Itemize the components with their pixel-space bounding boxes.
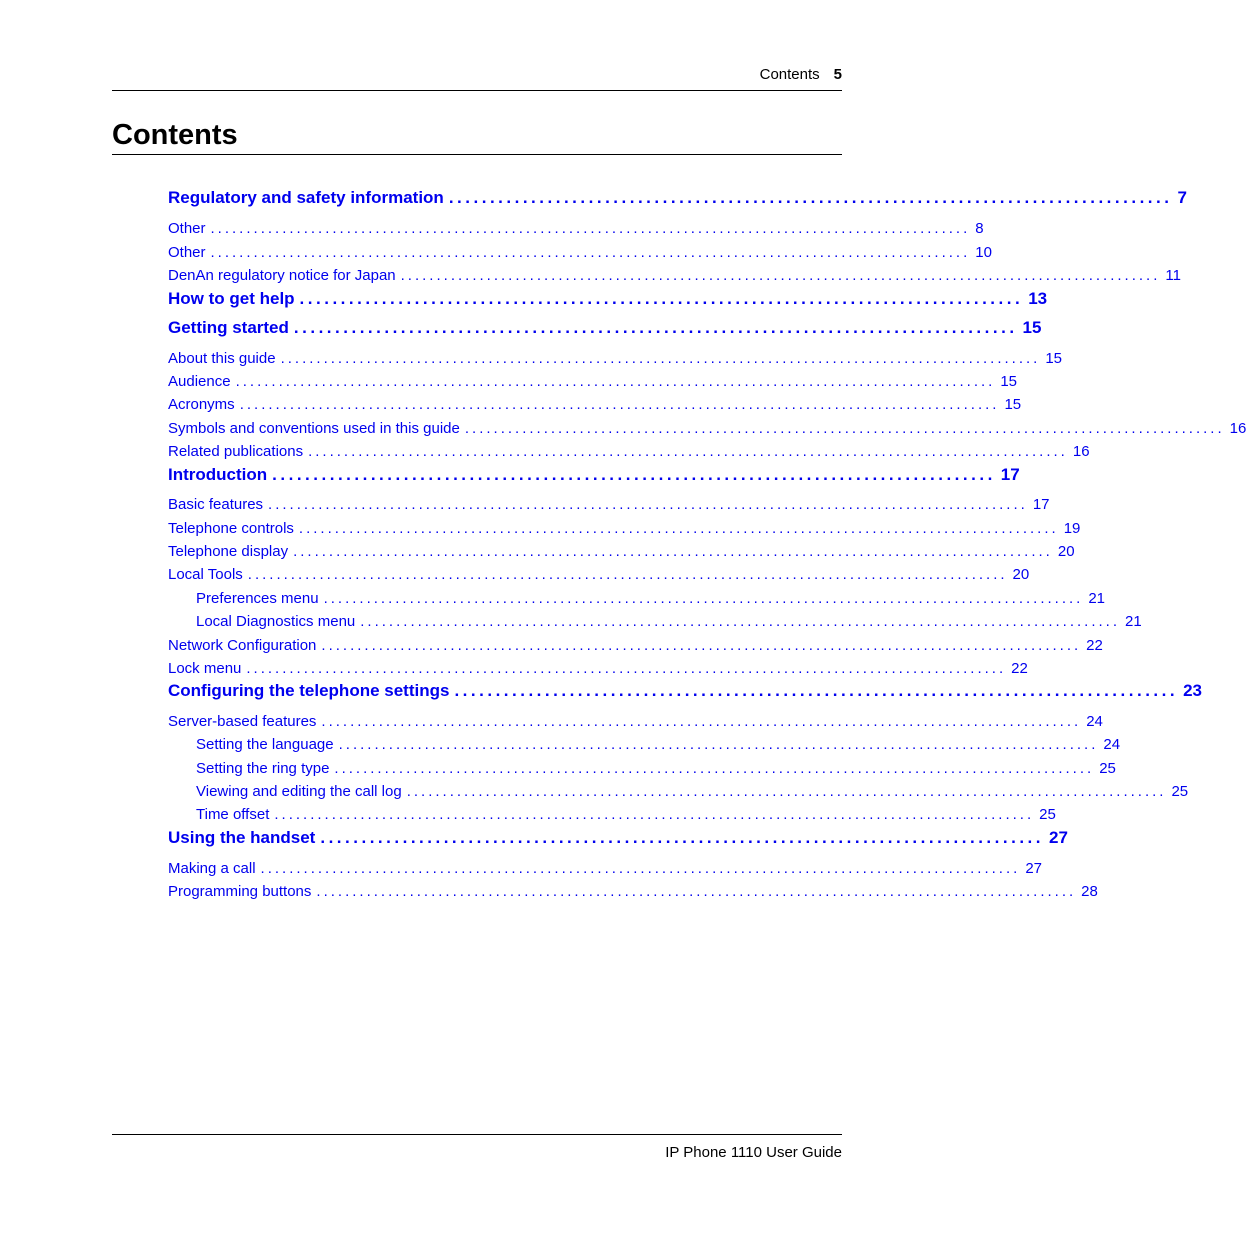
toc-entry-page: 25 (1039, 806, 1056, 823)
dot-leader: .......................................................................................................... (298, 520, 1059, 537)
toc-entry-label: Related publications (168, 443, 304, 460)
dot-leader: .......................................................................................................... (293, 543, 1053, 560)
toc-entry-label: Time offset (196, 806, 270, 823)
footer-document-title: IP Phone 1110 User Guide (665, 1144, 842, 1161)
toc-entry-label: Acronyms (168, 396, 235, 413)
toc-entry-making-a-call[interactable] (168, 860, 1042, 877)
dot-leader: .......................................................................................................... (239, 396, 1000, 413)
dot-leader: ........................................................................................ (299, 289, 1024, 308)
toc-entry-time-offset[interactable] (196, 806, 1056, 823)
toc-entry-related-publications[interactable] (168, 443, 1090, 460)
toc-entry-label: Preferences menu (196, 590, 319, 607)
toc-entry-page: 11 (1165, 267, 1181, 284)
toc-entry-page: 21 (1125, 613, 1142, 630)
dot-leader: ........................................................................................ (272, 465, 996, 484)
toc-entry-page: 21 (1088, 590, 1106, 607)
toc-entry-preferences-menu[interactable] (196, 590, 1106, 607)
toc-entry-label: Viewing and editing the call log (196, 783, 402, 800)
toc-entry-page: 25 (1099, 760, 1116, 777)
dot-leader: ........................................................................................ (293, 318, 1018, 337)
dot-leader: .......................................................................................................... (246, 660, 1007, 677)
dot-leader: .......................................................................................................... (247, 566, 1008, 583)
dot-leader: ........................................................................................ (320, 828, 1044, 847)
dot-leader: .......................................................................................................... (360, 613, 1121, 630)
toc-entry-label: Server-based features (168, 713, 317, 730)
toc-entry-label: Telephone controls (168, 520, 294, 537)
toc-entry-page: 22 (1011, 660, 1028, 677)
toc-entry-page: 27 (1049, 828, 1068, 847)
toc-entry-page: 7 (1177, 188, 1187, 207)
toc-entry-page: 16 (1072, 443, 1090, 460)
toc-entry-label: Audience (168, 373, 231, 390)
page-title: Contents (112, 116, 842, 155)
dot-leader: .......................................................................................................... (323, 590, 1084, 607)
toc-entry-label: Configuring the telephone settings (168, 681, 450, 700)
toc-entry-label: Other (168, 220, 206, 237)
dot-leader: .......................................................................................................... (274, 806, 1035, 823)
toc-entry-page: 17 (1032, 496, 1050, 513)
toc-entry-audience[interactable] (168, 373, 1018, 390)
dot-leader: .......................................................................................................... (210, 244, 971, 261)
toc-entry-denan-japan[interactable] (168, 267, 1181, 284)
toc-entry-about-this-guide[interactable] (168, 350, 1063, 367)
toc-entry-label: Regulatory and safety information (168, 188, 444, 207)
toc-entry-local-tools[interactable] (168, 566, 1030, 583)
toc-entry-page: 15 (1000, 373, 1018, 390)
toc-entry-acronyms[interactable] (168, 396, 1022, 413)
dot-leader: .......................................................................................................... (406, 783, 1167, 800)
toc-entry-page: 22 (1086, 637, 1103, 654)
toc-entry-label: How to get help (168, 289, 295, 308)
toc-entry-page: 24 (1086, 713, 1103, 730)
toc-entry-label: Telephone display (168, 543, 289, 560)
toc-entry-page: 23 (1183, 681, 1203, 700)
toc-entry-label: Introduction (168, 465, 268, 484)
running-footer (112, 1134, 842, 1161)
toc-entry-using-the-handset[interactable] (168, 828, 1068, 848)
dot-leader: .......................................................................................................... (280, 350, 1041, 367)
toc-entry-page: 24 (1103, 736, 1121, 753)
toc-entry-label: Programming buttons (168, 883, 312, 900)
toc-entry-label: Other (168, 244, 206, 261)
toc-entry-page: 20 (1012, 566, 1030, 583)
toc-entry-page: 16 (1229, 420, 1246, 437)
toc-entry-label: Setting the ring type (196, 760, 330, 777)
toc-entry-page: 28 (1081, 883, 1098, 900)
toc-entry-viewing-editing-call-log[interactable] (196, 783, 1189, 800)
toc-entry-telephone-controls[interactable] (168, 520, 1081, 537)
dot-leader: .......................................................................................................... (338, 736, 1099, 753)
toc-entry-setting-the-ring-type[interactable] (196, 760, 1116, 777)
toc-entry-label: Getting started (168, 318, 289, 337)
toc-entry-page: 19 (1063, 520, 1081, 537)
toc-entry-page: 17 (1000, 465, 1020, 484)
toc-entry-label: Basic features (168, 496, 264, 513)
dot-leader: ........................................................................................ (454, 681, 1179, 700)
toc-entry-page: 15 (1022, 318, 1042, 337)
dot-leader: .......................................................................................................... (334, 760, 1095, 777)
toc-entry-page: 20 (1057, 543, 1075, 560)
toc-entry-page: 13 (1028, 289, 1048, 308)
running-header (112, 66, 842, 91)
toc-entry-getting-started[interactable] (168, 318, 1042, 338)
toc-entry-page: 10 (975, 244, 992, 261)
toc-entry-label: Setting the language (196, 736, 334, 753)
toc-entry-other-2[interactable] (168, 244, 992, 261)
dot-leader: .......................................................................................................... (235, 373, 996, 390)
toc-entry-basic-features[interactable] (168, 496, 1050, 513)
toc-entry-other-1[interactable] (168, 220, 984, 237)
dot-leader: .......................................................................................................... (268, 496, 1028, 513)
dot-leader: .......................................................................................................... (316, 883, 1077, 900)
toc-entry-telephone-display[interactable] (168, 543, 1075, 560)
dot-leader: .......................................................................................................... (464, 420, 1225, 437)
toc-entry-page: 8 (975, 220, 984, 237)
toc-entry-how-to-get-help[interactable] (168, 289, 1048, 309)
toc-entry-label: Using the handset (168, 828, 316, 847)
toc-entry-label: Making a call (168, 860, 256, 877)
toc-entry-page: 15 (1004, 396, 1022, 413)
dot-leader: .......................................................................................................... (321, 637, 1082, 654)
toc-entry-page: 25 (1171, 783, 1189, 800)
toc-entry-page: 27 (1025, 860, 1042, 877)
header-page-number: 5 (833, 66, 842, 83)
toc-entry-page: 15 (1045, 350, 1063, 367)
toc-entry-label: Local Tools (168, 566, 243, 583)
toc-entry-label: Lock menu (168, 660, 242, 677)
toc-entry-label: Symbols and conventions used in this guide (168, 420, 460, 437)
dot-leader: ........................................................................................ (448, 188, 1173, 207)
toc-entry-lock-menu[interactable] (168, 660, 1028, 677)
dot-leader: .......................................................................................................... (400, 267, 1161, 284)
toc-entry-network-configuration[interactable] (168, 637, 1103, 654)
header-section-title: Contents (759, 66, 820, 83)
dot-leader: .......................................................................................................... (260, 860, 1021, 877)
toc-entry-regulatory[interactable] (168, 188, 1187, 208)
toc-entry-server-based-features[interactable] (168, 713, 1103, 730)
toc-entry-label: About this guide (168, 350, 276, 367)
toc-entry-label: DenAn regulatory notice for Japan (168, 267, 396, 284)
dot-leader: .......................................................................................................... (210, 220, 971, 237)
toc-entry-programming-buttons[interactable] (168, 883, 1098, 900)
dot-leader: .......................................................................................................... (321, 713, 1082, 730)
toc-entry-label: Network Configuration (168, 637, 317, 654)
toc-entry-label: Local Diagnostics menu (196, 613, 356, 630)
toc-entry-introduction[interactable] (168, 465, 1020, 485)
toc-entry-local-diagnostics-menu[interactable] (196, 613, 1142, 630)
toc-entry-symbols-conventions[interactable] (168, 420, 1246, 437)
toc-entry-setting-the-language[interactable] (196, 736, 1121, 753)
dot-leader: .......................................................................................................... (308, 443, 1068, 460)
toc-entry-configuring-telephone-settings[interactable] (168, 681, 1203, 701)
